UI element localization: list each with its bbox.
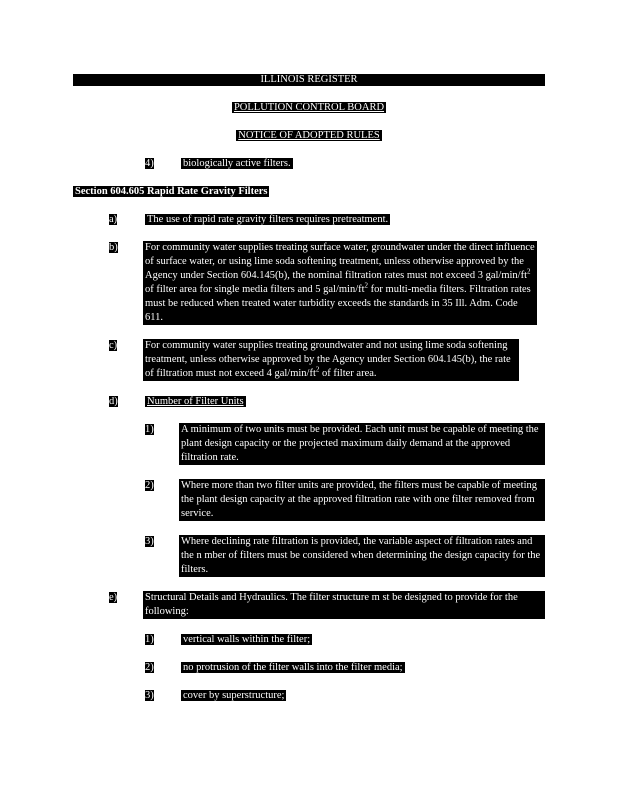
notice-title: NOTICE OF ADOPTED RULES xyxy=(238,130,380,141)
e-item-3-number: 3) xyxy=(145,690,154,701)
clause-b-label: b) xyxy=(109,242,118,253)
clause-a-label: a) xyxy=(109,214,118,225)
clause-c-text: For community water supplies treating groundwater and not using lime soda softening treatment, unless otherwise approved by the Agency under Section 604.145(b), the rate of filtration must not exceed 4 gal/$\min/ft^2$ of filter area. xyxy=(143,339,519,381)
board-title: POLLUTION CONTROL BOARD xyxy=(233,102,385,113)
e-item-1-number: 1) xyxy=(145,634,154,645)
e-item-2-number: 2) xyxy=(145,662,154,673)
clause-b-text: For community water supplies treating surface water, groundwater under the direct influence of surface water, or using lime soda softening treatment, unless otherwise approved by the Agency under Section 604.145(b), the nominal filtration rates must not exceed 3 gal/$\min/ft^2$ of filter area for single media filters and 5 gal/$\min/ft^2$ for multi-media filters. Filtration rates must be reduced when treated water turbidity exceeds the standards in 35 Ill. Adm. Code 611. xyxy=(143,241,537,325)
clause-a-text: The use of rapid rate gravity filters requires pretreatment. xyxy=(147,214,389,225)
d-item-3-text: Where declining rate filtration is provided, the variable aspect of filtration rates and the n mber of filters must be considered when determining the design capacity for the filters. xyxy=(179,535,545,577)
register-title: ILLINOIS REGISTER xyxy=(260,74,358,85)
clause-e-text: Structural Details and Hydraulics. The filter structure m st be designed to provide for the following: xyxy=(143,591,545,619)
e-item-1-text: vertical walls within the filter; xyxy=(183,634,311,645)
clause-e-label: e) xyxy=(109,592,118,603)
d-item-1-number: 1) xyxy=(145,424,154,435)
d-item-2-text: Where more than two filter units are provided, the filters must be capable of meeting the plant design capacity at the approved filtration rate with one filter removed from service. xyxy=(179,479,545,521)
d-item-2-number: 2) xyxy=(145,480,154,491)
e-item-2-text: no protrusion of the filter walls into the filter media; xyxy=(183,662,403,673)
clause-d-title: Number of Filter Units xyxy=(147,396,244,407)
d-item-3-number: 3) xyxy=(145,536,154,547)
item-4-text: biologically active filters. xyxy=(183,158,291,169)
clause-c-label: c) xyxy=(109,340,118,351)
d-item-1-text: A minimum of two units must be provided. Each unit must be capable of meeting the plant design capacity or the projected maximum daily demand at the approved filtration rate. xyxy=(179,423,545,465)
clause-d-label: d) xyxy=(109,396,118,407)
e-item-3-text: cover by superstructure; xyxy=(183,690,285,701)
item-4-number: 4) xyxy=(145,158,154,169)
section-heading: Section 604.605 Rapid Rate Gravity Filters xyxy=(75,186,268,197)
